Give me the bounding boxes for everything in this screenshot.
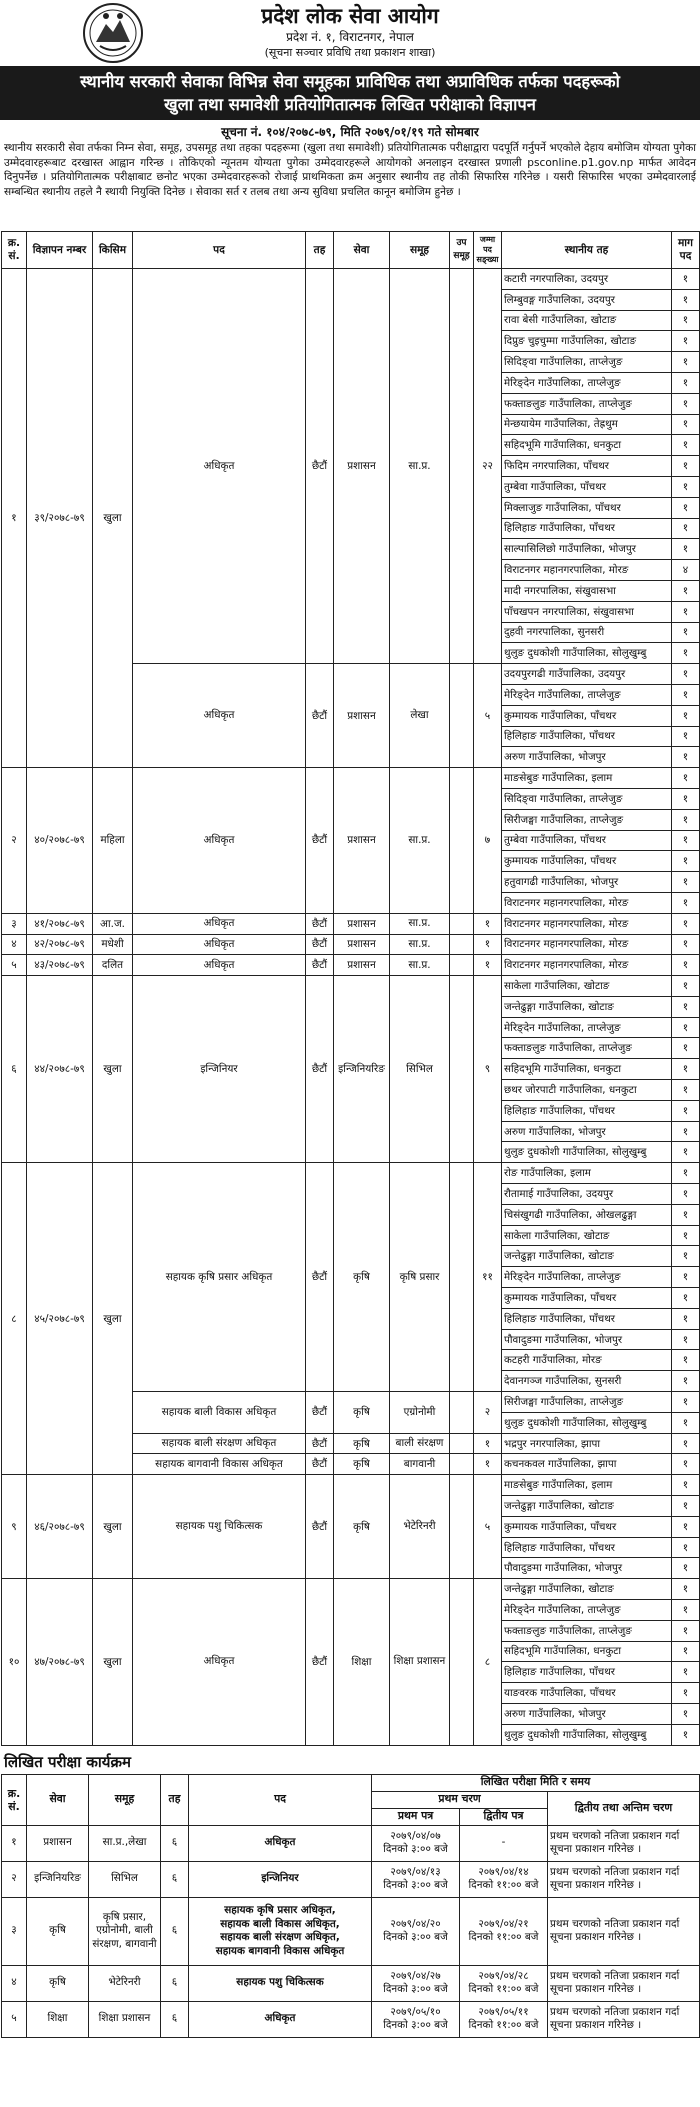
table-row bbox=[2, 1579, 700, 1600]
cell-demand: १ bbox=[672, 289, 700, 310]
col-group: समूह bbox=[390, 232, 450, 269]
cell-local: मेरिङ्देन गाउँपालिका, ताप्लेजुङ bbox=[502, 1600, 672, 1621]
col-sn: क्र. सं. bbox=[2, 232, 27, 269]
cell-demand: १ bbox=[672, 1600, 700, 1621]
cell-post: अधिकृत bbox=[133, 1579, 306, 1745]
title-banner bbox=[0, 66, 700, 120]
cell-demand: १ bbox=[672, 1724, 700, 1745]
table-row bbox=[2, 913, 700, 934]
col-total: जम्मा पद सङ्ख्या bbox=[474, 232, 502, 269]
cell-adv-no: ४३/२०७८-७९ bbox=[27, 955, 93, 976]
cell-service: कृषि bbox=[334, 1475, 390, 1579]
exam-schedule-table bbox=[1, 1774, 700, 2038]
cell-local: साल्पासिलिछो गाउँपालिका, भोजपुर bbox=[502, 539, 672, 560]
cell-demand: १ bbox=[672, 1641, 700, 1662]
cell-service: प्रशासन bbox=[334, 913, 390, 934]
vacancy-header-row bbox=[2, 232, 700, 269]
org-name: प्रदेश लोक सेवा आयोग bbox=[261, 3, 439, 28]
cell-demand: १ bbox=[672, 1392, 700, 1413]
cell-local: रोङ गाउँपालिका, इलाम bbox=[502, 1163, 672, 1184]
cell-local: हिलिहाङ गाउँपालिका, पाँचथर bbox=[502, 1308, 672, 1329]
cell-local: मेरिङ्देन गाउँपालिका, ताप्लेजुङ bbox=[502, 372, 672, 393]
cell-local: मेरिङ्देन गाउँपालिका, ताप्लेजुङ bbox=[502, 1267, 672, 1288]
cell-local: विराटनगर महानगरपालिका, मोरङ bbox=[502, 955, 672, 976]
cell-demand: १ bbox=[672, 747, 700, 768]
cell-local: रावा बेसी गाउँपालिका, खोटाङ bbox=[502, 310, 672, 331]
exam-col-second-phase: द्वितीय तथा अन्तिम चरण bbox=[548, 1791, 700, 1825]
cell-adv-no: ३९/२०७८-७९ bbox=[27, 269, 93, 768]
cell-local: सहिदभूमि गाउँपालिका, धनकुटा bbox=[502, 1641, 672, 1662]
cell-level: छैटौं bbox=[306, 768, 334, 914]
cell-local: रौतामाई गाउँपालिका, उदयपुर bbox=[502, 1184, 672, 1205]
cell-local: जन्तेढुङ्गा गाउँपालिका, खोटाङ bbox=[502, 1496, 672, 1517]
cell-local: थुलुङ दुधकोशी गाउँपालिका, सोलुखुम्बु bbox=[502, 1142, 672, 1163]
cell-demand: १ bbox=[672, 1683, 700, 1704]
cell-group: सा.प्र. bbox=[390, 955, 450, 976]
cell-group: एग्रोनोमी bbox=[390, 1392, 450, 1434]
cell-subgroup bbox=[450, 1579, 474, 1745]
cell-local: कचनकवल गाउँपालिका, झापा bbox=[502, 1454, 672, 1475]
cell-demand: १ bbox=[672, 1121, 700, 1142]
cell-demand: १ bbox=[672, 1371, 700, 1392]
cell-subgroup bbox=[450, 934, 474, 955]
cell-demand: १ bbox=[672, 1412, 700, 1433]
cell-local: फिदिम नगरपालिका, पाँचथर bbox=[502, 456, 672, 477]
cell-local: अरुण गाउँपालिका, भोजपुर bbox=[502, 1703, 672, 1724]
cell-demand: १ bbox=[672, 1038, 700, 1059]
cell-demand: १ bbox=[672, 1308, 700, 1329]
cell-total: १ bbox=[474, 955, 502, 976]
cell-demand: १ bbox=[672, 1184, 700, 1205]
cell-total: १ bbox=[474, 1433, 502, 1454]
page-header bbox=[0, 0, 700, 66]
cell-demand: १ bbox=[672, 1225, 700, 1246]
cell-group: भेटेरिनरी bbox=[390, 1475, 450, 1579]
cell-group: बागवानी bbox=[390, 1454, 450, 1475]
cell-local: माङसेबुङ गाउँपालिका, इलाम bbox=[502, 768, 672, 789]
table-row bbox=[2, 1475, 700, 1496]
cell-post: अधिकृत bbox=[133, 934, 306, 955]
cell-local: सहिदभूमि गाउँपालिका, धनकुटा bbox=[502, 1059, 672, 1080]
exam-section-title: लिखित परीक्षा कार्यक्रम bbox=[4, 1752, 131, 1771]
vacancy-table bbox=[1, 231, 700, 1746]
cell-demand: १ bbox=[672, 1204, 700, 1225]
col-type: किसिम bbox=[93, 232, 133, 269]
cell-subgroup bbox=[450, 1475, 474, 1579]
cell-local: मिक्लाजुङ गाउँपालिका, पाँचथर bbox=[502, 497, 672, 518]
cell-demand: १ bbox=[672, 643, 700, 664]
cell-demand: १ bbox=[672, 809, 700, 830]
cell-subgroup bbox=[450, 1392, 474, 1434]
cell-sn: ८ bbox=[2, 1163, 27, 1475]
cell-demand: १ bbox=[672, 580, 700, 601]
exam-row: १ प्रशासन सा.प्र.,लेखा ६ अधिकृत २०७९/०४/०७ दिनको ३:०० बजे - प्रथम चरणको नतिजा प्रकाशन गर्दा सूचना प्रकाशन गरिनेछ । bbox=[2, 1825, 700, 1861]
cell-local: विराटनगर महानगरपालिका, मोरङ bbox=[502, 560, 672, 581]
cell-level: छैटौं bbox=[306, 955, 334, 976]
cell-local: फक्ताङलुङ गाउँपालिका, ताप्लेजुङ bbox=[502, 1620, 672, 1641]
cell-local: कटहरी गाउँपालिका, मोरङ bbox=[502, 1350, 672, 1371]
cell-type: दलित bbox=[93, 955, 133, 976]
cell-local: हतुवागढी गाउँपालिका, भोजपुर bbox=[502, 872, 672, 893]
exam-col-level: तह bbox=[161, 1774, 189, 1825]
cell-local: फक्ताङलुङ गाउँपालिका, ताप्लेजुङ bbox=[502, 1038, 672, 1059]
cell-service: प्रशासन bbox=[334, 955, 390, 976]
cell-demand: १ bbox=[672, 622, 700, 643]
exam-col-group: समूह bbox=[89, 1774, 161, 1825]
cell-demand: १ bbox=[672, 1662, 700, 1683]
cell-local: चिसंखुगढी गाउँपालिका, ओखलढुङ्गा bbox=[502, 1204, 672, 1225]
cell-local: सिदिङ्वा गाउँपालिका, ताप्लेजुङ bbox=[502, 352, 672, 373]
cell-group: शिक्षा प्रशासन bbox=[390, 1579, 450, 1745]
cell-type: खुला bbox=[93, 1475, 133, 1579]
exam-col-datetime: लिखित परीक्षा मिति र समय bbox=[372, 1774, 700, 1791]
cell-demand: १ bbox=[672, 497, 700, 518]
cell-post: सहायक बागवानी विकास अधिकृत bbox=[133, 1454, 306, 1475]
cell-demand: १ bbox=[672, 269, 700, 290]
cell-service: शिक्षा bbox=[334, 1579, 390, 1745]
cell-local: साकेला गाउँपालिका, खोटाङ bbox=[502, 1225, 672, 1246]
cell-demand: १ bbox=[672, 768, 700, 789]
cell-group: सा.प्र. bbox=[390, 913, 450, 934]
notice-number: सूचना नं. १०४/२०७८-७९, मिति २०७९/०१/१९ गते सोमबार bbox=[221, 125, 479, 139]
cell-local: तुम्बेवा गाउँपालिका, पाँचथर bbox=[502, 830, 672, 851]
cell-level: छैटौं bbox=[306, 934, 334, 955]
cell-level: छैटौं bbox=[306, 664, 334, 768]
cell-service: कृषि bbox=[334, 1163, 390, 1392]
cell-demand: १ bbox=[672, 1516, 700, 1537]
cell-level: छैटौं bbox=[306, 1579, 334, 1745]
exam-col-paper2: द्वितीय पत्र bbox=[460, 1808, 548, 1825]
cell-local: दुहवी नगरपालिका, सुनसरी bbox=[502, 622, 672, 643]
cell-local: साकेला गाउँपालिका, खोटाङ bbox=[502, 976, 672, 997]
exam-row: ३ कृषि कृषि प्रसार, एग्रोनोमी, बाली संरक्षण, बागवानी ६ सहायक कृषि प्रसार अधिकृत, सहायक बाली विकास अधिकृत, सहायक बाली संरक्षण अधिकृत, सहायक बागवानी विकास अधिकृत २०७९/०४/२० दिनको ३:०० बजे २०७९/०४/२१ दिनको ११:०० बजे प्रथम चरणको नतिजा प्रकाशन गर्दा सूचना प्रकाशन गरिनेछ । bbox=[2, 1897, 700, 1965]
cell-local: पाँचखपन नगरपालिका, संखुवासभा bbox=[502, 601, 672, 622]
cell-total: १ bbox=[474, 913, 502, 934]
cell-demand: १ bbox=[672, 1059, 700, 1080]
cell-local: हिलिहाङ गाउँपालिका, पाँचथर bbox=[502, 1537, 672, 1558]
exam-row: ४ कृषि भेटेरिनरी ६ सहायक पशु चिकित्सक २०७९/०४/२७ दिनको ३:०० बजे २०७९/०४/२८ दिनको ११:०० बजे प्रथम चरणको नतिजा प्रकाशन गर्दा सूचना प्रकाशन गरिनेछ । bbox=[2, 1965, 700, 2001]
cell-level: छैटौं bbox=[306, 1454, 334, 1475]
cell-local: लिम्बुवङ्ग गाउँपालिका, उदयपुर bbox=[502, 289, 672, 310]
cell-local: सिदिङ्वा गाउँपालिका, ताप्लेजुङ bbox=[502, 788, 672, 809]
cell-demand: १ bbox=[672, 331, 700, 352]
cell-local: थुलुङ दुधकोशी गाउँपालिका, सोलुखुम्बु bbox=[502, 643, 672, 664]
cell-group: कृषि प्रसार bbox=[390, 1163, 450, 1392]
cell-local: मेरिङ्देन गाउँपालिका, ताप्लेजुङ bbox=[502, 684, 672, 705]
cell-demand: १ bbox=[672, 892, 700, 913]
nepal-emblem-icon bbox=[82, 2, 144, 64]
cell-demand: १ bbox=[672, 705, 700, 726]
cell-sn: ३ bbox=[2, 913, 27, 934]
cell-level: छैटौं bbox=[306, 1433, 334, 1454]
cell-type: खुला bbox=[93, 1579, 133, 1745]
cell-subgroup bbox=[450, 1163, 474, 1392]
cell-local: हिलिहाङ गाउँपालिका, पाँचथर bbox=[502, 1662, 672, 1683]
cell-demand: १ bbox=[672, 476, 700, 497]
cell-group: सा.प्र. bbox=[390, 269, 450, 664]
cell-service: प्रशासन bbox=[334, 664, 390, 768]
exam-col-service: सेवा bbox=[27, 1774, 89, 1825]
cell-group: लेखा bbox=[390, 664, 450, 768]
cell-local: कटारी नगरपालिका, उदयपुर bbox=[502, 269, 672, 290]
cell-post: अधिकृत bbox=[133, 269, 306, 664]
cell-level: छैटौं bbox=[306, 1163, 334, 1392]
cell-service: इन्जिनियरिङ bbox=[334, 976, 390, 1163]
cell-adv-no: ४६/२०७८-७९ bbox=[27, 1475, 93, 1579]
cell-demand: १ bbox=[672, 872, 700, 893]
cell-adv-no: ४५/२०७८-७९ bbox=[27, 1163, 93, 1475]
cell-group: सा.प्र. bbox=[390, 934, 450, 955]
cell-adv-no: ४१/२०७८-७९ bbox=[27, 913, 93, 934]
cell-demand: १ bbox=[672, 976, 700, 997]
cell-local: मेन्छयायेम गाउँपालिका, तेह्रथुम bbox=[502, 414, 672, 435]
cell-adv-no: ४४/२०७८-७९ bbox=[27, 976, 93, 1163]
cell-local: फक्ताङलुङ गाउँपालिका, ताप्लेजुङ bbox=[502, 393, 672, 414]
cell-local: अरुण गाउँपालिका, भोजपुर bbox=[502, 747, 672, 768]
cell-subgroup bbox=[450, 955, 474, 976]
cell-demand: १ bbox=[672, 1288, 700, 1309]
cell-demand: १ bbox=[672, 539, 700, 560]
cell-demand: १ bbox=[672, 393, 700, 414]
cell-post: सहायक बाली संरक्षण अधिकृत bbox=[133, 1433, 306, 1454]
cell-total: ५ bbox=[474, 1475, 502, 1579]
cell-local: जन्तेढुङ्गा गाउँपालिका, खोटाङ bbox=[502, 1579, 672, 1600]
cell-total: २ bbox=[474, 1392, 502, 1434]
cell-demand: १ bbox=[672, 518, 700, 539]
banner-line-1: स्थानीय सरकारी सेवाका विभिन्न सेवा समूहका प्राविधिक तथा अप्राविधिक तर्फका पदहरूको bbox=[80, 72, 620, 91]
cell-demand: १ bbox=[672, 435, 700, 456]
cell-demand: १ bbox=[672, 1017, 700, 1038]
cell-total: ७ bbox=[474, 768, 502, 914]
cell-demand: १ bbox=[672, 1080, 700, 1101]
cell-demand: १ bbox=[672, 1496, 700, 1517]
cell-demand: १ bbox=[672, 996, 700, 1017]
cell-adv-no: ४२/२०७८-७९ bbox=[27, 934, 93, 955]
cell-demand: १ bbox=[672, 414, 700, 435]
cell-post: अधिकृत bbox=[133, 955, 306, 976]
table-row bbox=[2, 768, 700, 789]
cell-local: मेरिङ्देन गाउँपालिका, ताप्लेजुङ bbox=[502, 1017, 672, 1038]
cell-local: हिलिहाङ गाउँपालिका, पाँचथर bbox=[502, 1100, 672, 1121]
cell-subgroup bbox=[450, 1454, 474, 1475]
cell-demand: १ bbox=[672, 913, 700, 934]
cell-demand: १ bbox=[672, 1703, 700, 1724]
cell-demand: १ bbox=[672, 1558, 700, 1579]
cell-local: जन्तेढुङ्गा गाउँपालिका, खोटाङ bbox=[502, 996, 672, 1017]
cell-demand: १ bbox=[672, 352, 700, 373]
cell-demand: १ bbox=[672, 1267, 700, 1288]
cell-local: देवानगञ्ज गाउँपालिका, सुनसरी bbox=[502, 1371, 672, 1392]
cell-local: पौवादुङमा गाउँपालिका, भोजपुर bbox=[502, 1558, 672, 1579]
cell-adv-no: ४७/२०७८-७९ bbox=[27, 1579, 93, 1745]
cell-local: अरुण गाउँपालिका, भोजपुर bbox=[502, 1121, 672, 1142]
cell-post: अधिकृत bbox=[133, 768, 306, 914]
cell-level: छैटौं bbox=[306, 1392, 334, 1434]
cell-total: ११ bbox=[474, 1163, 502, 1392]
intro-paragraph: स्थानीय सरकारी सेवा तर्फका निम्न सेवा, समूह, उपसमूह तथा तहका पदहरूमा (खुला तथा समावेशी) प्रतियोगितात्मक परीक्षाद्वारा पदपूर्ति गर्नुपर्ने भएकोले देहाय बमोजिम योग्यता पुगेका उम्मेदवारहरूबाट दरखास्त आह्वान गरिन्छ । तोकिएको न्यूनतम योग्यता पुगेका उम्मेदवारहरूले आयोगको अनलाइन दरखास्त प्रणाली psconline.p1.gov.np मार्फत आवेदन दिनुपर्नेछ । प्रतियोगितात्मक परीक्षाबाट छनोट भएका उम्मेदवारहरूको रोजाई प्राथमिकता क्रम अनुसार स्थानीय तह तोकी सिफारिस गरिनेछ । यसरी सिफारिस भएका उम्मेदवारलाई सम्बन्धित स्थानीय तहले नै स्थायी नियुक्ति दिनेछ । सेवाका सर्त र तलब तथा अन्य सुविधा प्रचलित कानून बमोजिम हुनेछ । bbox=[4, 142, 696, 198]
cell-service: कृषि bbox=[334, 1392, 390, 1434]
cell-sn: ६ bbox=[2, 976, 27, 1163]
cell-total: १ bbox=[474, 934, 502, 955]
cell-demand: १ bbox=[672, 1579, 700, 1600]
org-unit: (सूचना सञ्चार प्रविधि तथा प्रकाशन शाखा) bbox=[264, 46, 436, 59]
cell-local: पौवादुङमा गाउँपालिका, भोजपुर bbox=[502, 1329, 672, 1350]
cell-local: याङवरक गाउँपालिका, पाँचथर bbox=[502, 1683, 672, 1704]
exam-col-post: पद bbox=[189, 1774, 372, 1825]
cell-local: दिप्रुङ चुइचुम्मा गाउँपालिका, खोटाङ bbox=[502, 331, 672, 352]
table-row bbox=[2, 955, 700, 976]
cell-sn: १० bbox=[2, 1579, 27, 1745]
cell-total: ५ bbox=[474, 664, 502, 768]
cell-local: विराटनगर महानगरपालिका, मोरङ bbox=[502, 934, 672, 955]
cell-local: हिलिहाङ गाउँपालिका, पाँचथर bbox=[502, 518, 672, 539]
cell-subgroup bbox=[450, 269, 474, 664]
cell-sn: ९ bbox=[2, 1475, 27, 1579]
cell-demand: १ bbox=[672, 1142, 700, 1163]
cell-service: प्रशासन bbox=[334, 768, 390, 914]
cell-demand: १ bbox=[672, 1163, 700, 1184]
exam-row: २ इन्जिनियरिङ सिभिल ६ इन्जिनियर २०७९/०४/१३ दिनको ३:०० बजे २०७९/०४/१४ दिनको ११:०० बजे प्रथम चरणको नतिजा प्रकाशन गर्दा सूचना प्रकाशन गरिनेछ । bbox=[2, 1861, 700, 1897]
cell-subgroup bbox=[450, 664, 474, 768]
cell-local: सिरीजङ्घा गाउँपालिका, ताप्लेजुङ bbox=[502, 809, 672, 830]
cell-local: कुम्मायक गाउँपालिका, पाँचथर bbox=[502, 1516, 672, 1537]
cell-total: १ bbox=[474, 1454, 502, 1475]
cell-demand: १ bbox=[672, 1350, 700, 1371]
table-row bbox=[2, 976, 700, 997]
cell-local: मादी नगरपालिका, संखुवासभा bbox=[502, 580, 672, 601]
cell-demand: १ bbox=[672, 372, 700, 393]
cell-demand: १ bbox=[672, 310, 700, 331]
cell-service: प्रशासन bbox=[334, 934, 390, 955]
cell-local: कुम्मायक गाउँपालिका, पाँचथर bbox=[502, 705, 672, 726]
cell-subgroup bbox=[450, 976, 474, 1163]
cell-post: अधिकृत bbox=[133, 664, 306, 768]
cell-service: प्रशासन bbox=[334, 269, 390, 664]
cell-local: उदयपुरगढी गाउँपालिका, उदयपुर bbox=[502, 664, 672, 685]
cell-sn: १ bbox=[2, 269, 27, 768]
cell-demand: १ bbox=[672, 601, 700, 622]
cell-local: भद्रपुर नगरपालिका, झापा bbox=[502, 1433, 672, 1454]
exam-col-paper1: प्रथम पत्र bbox=[372, 1808, 460, 1825]
cell-demand: १ bbox=[672, 1620, 700, 1641]
table-row bbox=[2, 934, 700, 955]
cell-demand: १ bbox=[672, 851, 700, 872]
cell-demand: १ bbox=[672, 1100, 700, 1121]
cell-demand: १ bbox=[672, 726, 700, 747]
cell-post: अधिकृत bbox=[133, 913, 306, 934]
table-row bbox=[2, 269, 700, 290]
exam-col-first-phase: प्रथम चरण bbox=[372, 1791, 548, 1808]
cell-type: खुला bbox=[93, 269, 133, 768]
cell-demand: १ bbox=[672, 1246, 700, 1267]
col-service: सेवा bbox=[334, 232, 390, 269]
cell-type: आ.ज. bbox=[93, 913, 133, 934]
col-subgroup: उप समूह bbox=[450, 232, 474, 269]
cell-demand: १ bbox=[672, 684, 700, 705]
cell-local: विराटनगर महानगरपालिका, मोरङ bbox=[502, 892, 672, 913]
cell-local: विराटनगर महानगरपालिका, मोरङ bbox=[502, 913, 672, 934]
table-row bbox=[2, 1163, 700, 1184]
exam-row: ५ शिक्षा शिक्षा प्रशासन ६ अधिकृत २०७९/०५/१० दिनको ३:०० बजे २०७९/०५/११ दिनको ११:०० बजे प्रथम चरणको नतिजा प्रकाशन गर्दा सूचना प्रकाशन गरिनेछ । bbox=[2, 2001, 700, 2037]
cell-demand: १ bbox=[672, 1475, 700, 1496]
cell-local: कुम्मायक गाउँपालिका, पाँचथर bbox=[502, 851, 672, 872]
cell-post: सहायक कृषि प्रसार अधिकृत bbox=[133, 1163, 306, 1392]
cell-local: सहिदभूमि गाउँपालिका, धनकुटा bbox=[502, 435, 672, 456]
org-address: प्रदेश नं. १, विराटनगर, नेपाल bbox=[286, 30, 414, 44]
cell-sn: ५ bbox=[2, 955, 27, 976]
cell-demand: १ bbox=[672, 1537, 700, 1558]
col-adv-no: विज्ञापन नम्बर bbox=[27, 232, 93, 269]
banner-line-2: खुला तथा समावेशी प्रतियोगितात्मक लिखित परीक्षाको विज्ञापन bbox=[164, 95, 536, 114]
col-level: तह bbox=[306, 232, 334, 269]
cell-subgroup bbox=[450, 913, 474, 934]
cell-level: छैटौं bbox=[306, 976, 334, 1163]
cell-subgroup bbox=[450, 1433, 474, 1454]
cell-demand: १ bbox=[672, 1454, 700, 1475]
cell-type: खुला bbox=[93, 1163, 133, 1475]
cell-total: ८ bbox=[474, 1579, 502, 1745]
cell-level: छैटौं bbox=[306, 269, 334, 664]
cell-local: हिलिहाङ गाउँपालिका, पाँचथर bbox=[502, 726, 672, 747]
cell-local: थुलुङ दुधकोशी गाउँपालिका, सोलुखुम्बु bbox=[502, 1412, 672, 1433]
cell-local: तुम्बेवा गाउँपालिका, पाँचथर bbox=[502, 476, 672, 497]
col-demand: माग पद bbox=[672, 232, 700, 269]
cell-sn: ४ bbox=[2, 934, 27, 955]
cell-type: खुला bbox=[93, 976, 133, 1163]
cell-level: छैटौं bbox=[306, 913, 334, 934]
cell-demand: १ bbox=[672, 830, 700, 851]
cell-group: सा.प्र. bbox=[390, 768, 450, 914]
exam-body bbox=[2, 1825, 700, 2037]
cell-demand: १ bbox=[672, 788, 700, 809]
cell-post: इन्जिनियर bbox=[133, 976, 306, 1163]
cell-sn: २ bbox=[2, 768, 27, 914]
cell-level: छैटौं bbox=[306, 1475, 334, 1579]
cell-local: कुम्मायक गाउँपालिका, पाँचथर bbox=[502, 1288, 672, 1309]
cell-adv-no: ४०/२०७८-७९ bbox=[27, 768, 93, 914]
col-post: पद bbox=[133, 232, 306, 269]
col-local: स्थानीय तह bbox=[502, 232, 672, 269]
cell-demand: ४ bbox=[672, 560, 700, 581]
cell-local: सिरीजङ्घा गाउँपालिका, ताप्लेजुङ bbox=[502, 1392, 672, 1413]
cell-total: ९ bbox=[474, 976, 502, 1163]
cell-service: कृषि bbox=[334, 1433, 390, 1454]
cell-type: मधेशी bbox=[93, 934, 133, 955]
vacancy-body bbox=[2, 269, 700, 1746]
cell-total: २२ bbox=[474, 269, 502, 664]
cell-subgroup bbox=[450, 768, 474, 914]
cell-post: सहायक बाली विकास अधिकृत bbox=[133, 1392, 306, 1434]
cell-demand: १ bbox=[672, 1433, 700, 1454]
cell-local: माङसेबुङ गाउँपालिका, इलाम bbox=[502, 1475, 672, 1496]
cell-local: जन्तेढुङ्गा गाउँपालिका, खोटाङ bbox=[502, 1246, 672, 1267]
cell-demand: १ bbox=[672, 1329, 700, 1350]
cell-demand: १ bbox=[672, 456, 700, 477]
cell-local: छथर जोरपाटी गाउँपालिका, धनकुटा bbox=[502, 1080, 672, 1101]
cell-local: थुलुङ दुधकोशी गाउँपालिका, सोलुखुम्बु bbox=[502, 1724, 672, 1745]
cell-post: सहायक पशु चिकित्सक bbox=[133, 1475, 306, 1579]
cell-group: सिभिल bbox=[390, 976, 450, 1163]
cell-demand: १ bbox=[672, 934, 700, 955]
cell-service: कृषि bbox=[334, 1454, 390, 1475]
cell-demand: १ bbox=[672, 664, 700, 685]
exam-col-sn: क्र. सं. bbox=[2, 1774, 27, 1825]
cell-type: महिला bbox=[93, 768, 133, 914]
cell-group: बाली संरक्षण bbox=[390, 1433, 450, 1454]
cell-demand: १ bbox=[672, 955, 700, 976]
